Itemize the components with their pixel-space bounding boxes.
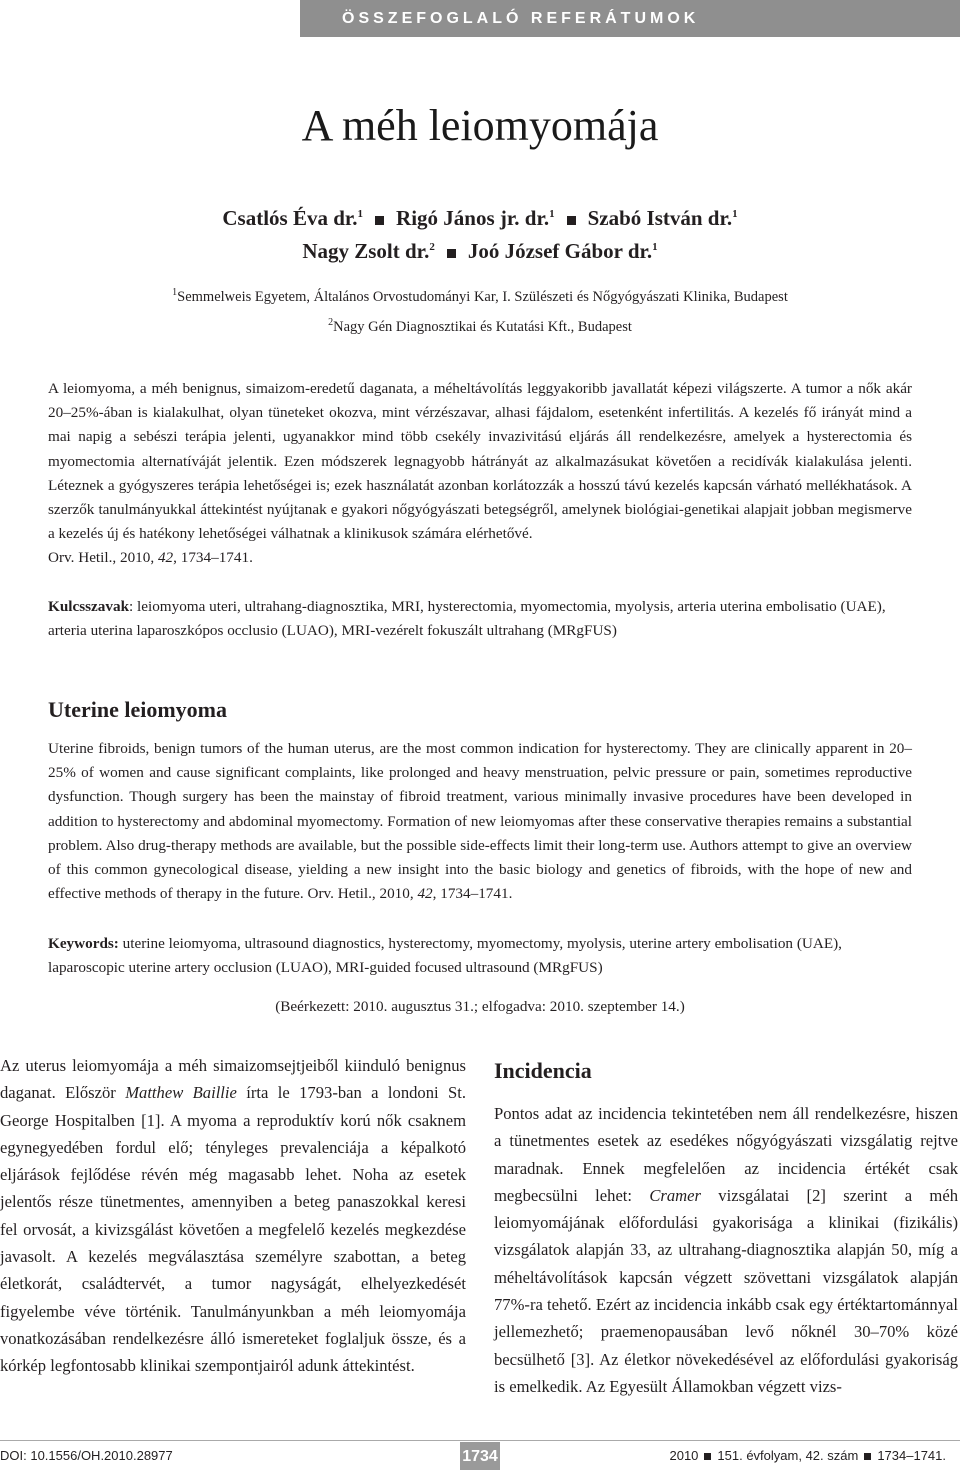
keywords-hungarian — [48, 595, 912, 643]
body-text: Pontos adat az incidencia tekintetében nem áll rendelkezésre, hiszen a tünetmentes esetek az esedékes nőgyógyászati vizsgálatig rejtve maradnak. Ennek megfelelően az incidencia értékét csak megbecsülni lehet: — [494, 1104, 958, 1205]
body-text: Az uterus leiomyomája a méh simaizomsejtjeiből kiinduló benignus daganat. Először — [0, 1056, 466, 1103]
affiliation-marker: 1 — [549, 208, 555, 220]
affiliation-number: 1 — [172, 287, 178, 298]
keywords-text: : leiomyoma uteri, ultrahang-diagnosztika, MRI, hysterectomia, myomectomia, myolysis, arteria uterina embolisatio (UAE), arteria uterina laparoszkópos occlusio (LUAO), MRI-vezérelt fokuszált ultrahang (MRgFUS) — [48, 598, 886, 639]
citation-prefix: Orv. Hetil., 2010, — [48, 549, 158, 567]
separator-square-icon — [567, 216, 576, 225]
issue-pages: 1734–1741. — [877, 1448, 946, 1463]
affiliation-marker: 1 — [357, 208, 364, 220]
doi: DOI: 10.1556/OH.2010.28977 — [0, 1448, 173, 1463]
section-header-band — [300, 0, 960, 37]
abstract-text: Uterine fibroids, benign tumors of the human uterus, are the most common indication for hysterectomy. They are clinically apparent in 20–25% of women and cause significant complaints, like prolonged and heavy menstruation, pelvic pressure or pain, sometimes reproductive dysfunction. Though surgery has been the mainstay of fibroid treatment, various minimally invasive procedures have been developed in addition to hysterectomy and abdominal myomectomy. Formation of new leiomyomas after these conservative therapies remains a substantial problem. Also drug-therapy methods are available, but the possible side-effects limit their long-term use. Authors attempt to give an overview of this common gynecological disease, yielding a new insight into the basic biology and genetics of fibroids, with the hope of new and effective methods of therapy in the future. — [48, 740, 912, 903]
page-number: 1734 — [460, 1442, 500, 1470]
keywords-label: Kulcsszavak — [48, 598, 130, 615]
section-heading: Incidencia — [494, 1058, 592, 1083]
author-name: Szabó István dr. — [587, 206, 733, 230]
keywords-label: Keywords: — [48, 935, 119, 952]
keywords-text: uterine leiomyoma, ultrasound diagnostics, hysterectomy, myomectomy, myolysis, uterine artery embolisation (UAE), laparoscopic uterine artery occlusion (LUAO), MRI-guided focused ultrasound (MRgFUS) — [48, 935, 842, 976]
separator-square-icon — [375, 216, 384, 225]
affiliation-line: Nagy Gén Diagnosztikai és Kutatási Kft., Budapest — [333, 318, 632, 335]
issue-year: 2010 — [669, 1448, 699, 1463]
citation-suffix: , 1734–1741. — [432, 885, 513, 903]
abstract-hungarian — [48, 377, 912, 571]
english-title: Uterine leiomyoma — [48, 697, 227, 722]
affiliation-marker: 2 — [429, 241, 435, 253]
affiliations — [0, 280, 960, 340]
citation-volume: 42 — [157, 549, 174, 567]
separator-square-icon — [447, 249, 456, 258]
person-name: Cramer — [649, 1185, 701, 1205]
author-name: Rigó János jr. dr. — [396, 206, 550, 230]
person-name: Matthew Baillie — [125, 1083, 237, 1103]
author-name: Csatlós Éva dr. — [222, 206, 358, 230]
abstract-text: A leiomyoma, a méh benignus, simaizom-eredetű daganata, a méheltávolítás leggyakoribb javallatát képezi világszerte. A tumor a nők akár 20–25%-ában is kialakulhat, olyan tüneteket okozva, mint vérzészavar, alhasi fájdalom, esetenként infertilitás. A kezelés fő irányát mind a mai napig a sebészi terápia jelenti, ugyanakkor mind több csekély invazivitású eljárás áll rendelkezésre, amelyek a hysterectomia és myomectomia alternatíváját jelentik. Ezen módszerek legnagyobb hátrányát az alkalmazásukat követően a recidívák kialakulása jelenti. Léteznek a gyógyszeres terápia lehetőségei is; ezek használatát azonban korlátozzák a hosszú távú kezelés kapcsán várható mellékhatások. A szerzők tanulmányukkal áttekintést nyújtanak e gyakori nőgyógyászati betegségről, amelynek biológiai-genetikai alapjait jobban megismerve a kezelés új és hatékony lehetőségei válhatnak a klinikusok számára elérhetővé. — [48, 380, 912, 543]
article-title: A méh leiomyomája — [301, 101, 659, 150]
received-dates: (Beérkezett: 2010. augusztus 31.; elfogadva: 2010. szeptember 14.) — [275, 998, 685, 1015]
body-column-right — [494, 1100, 958, 1400]
section-label: ÖSSZEFOGLALÓ REFERÁTUMOK — [342, 10, 700, 27]
body-text: vizsgálatai [2] szerint a méh leiomyomájának előfordulási gyakorisága a klinikai (fizikális) vizsgálatok alapján 33, az ultrahang-diagnosztika alapján 50, míg a méheltávolítások kapcsán végzett szövettani vizsgálatok alapján 77%-ra tehető. Ezért az incidencia inkább csak egy értéktartománnyal jellemezhető; praemenopausában levő nőknél 30–70% közé becsülhető [3]. Az életkor növekedésével az előfordulási gyakoriság is emelkedik. Az Egyesült Államokban végzett vizs- — [494, 1185, 958, 1396]
separator-square-icon — [704, 1453, 711, 1460]
citation-volume: 42 — [417, 885, 433, 903]
affiliation-marker: 1 — [652, 241, 658, 253]
affiliation-marker: 1 — [732, 208, 738, 220]
author-list — [0, 200, 960, 266]
body-column-left — [0, 1052, 466, 1380]
issue-volume: 151. évfolyam, 42. szám — [717, 1448, 859, 1463]
issue-info — [669, 1448, 946, 1463]
affiliation-number: 2 — [328, 316, 334, 328]
author-name: Nagy Zsolt dr. — [302, 239, 430, 263]
citation-prefix: Orv. Hetil., 2010, — [307, 885, 418, 903]
abstract-english — [48, 737, 912, 906]
affiliation-line: Semmelweis Egyetem, Általános Orvostudományi Kar, I. Szülészeti és Nőgyógyászati Klinika, Budapest — [177, 288, 788, 305]
keywords-english — [48, 932, 912, 980]
separator-square-icon — [864, 1453, 871, 1460]
footer-divider — [0, 1440, 960, 1441]
page-footer — [0, 1442, 960, 1470]
author-name: Joó József Gábor dr. — [467, 239, 653, 263]
citation-suffix: , 1734–1741. — [173, 549, 253, 567]
body-text: írta le 1793-ban a londoni St. George Hospitalben [1]. A myoma a reproduktív korú nők csaknem egynegyedében fordul elő; tényleges prevalenciája a képalkotó eljárások fejlődése révén még magasabb lehet. Noha az esetek jelentős része tünetmentes, amennyiben a beteg panaszokkal keresi fel orvosát, a kivizsgálást követően a megfelelő kezelés megkezdése javasolt. A kezelés megválasztása személyre szabottan, a beteg életkorát, családtervét, a tumor nagyságát, elhelyezkedését figyelembe véve történik. Tanulmányunkban a méh leiomyomája vonatkozásában rendelkezésre álló ismereteket foglaljuk össze, és a kórkép legfontosabb klinikai szempontjairól adunk áttekintést. — [0, 1083, 466, 1376]
